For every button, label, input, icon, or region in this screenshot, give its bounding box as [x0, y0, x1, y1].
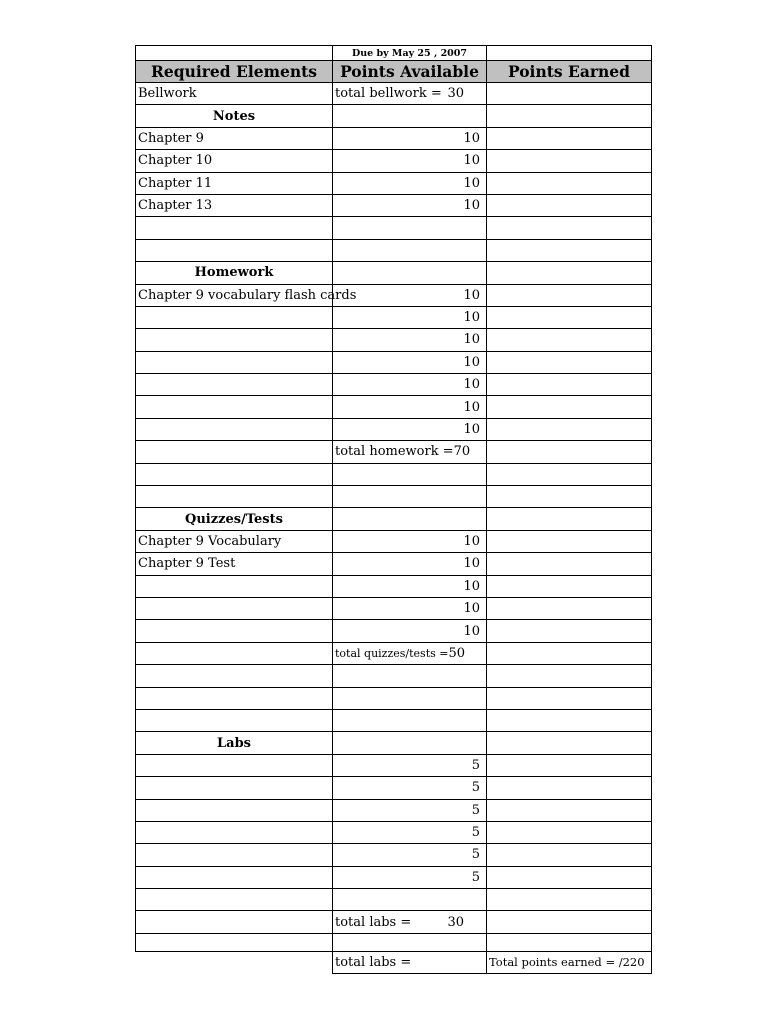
due-blank-cell-2: [487, 45, 652, 61]
blank-cell: [487, 889, 652, 911]
table-row: [135, 911, 652, 933]
item-label: [135, 598, 333, 620]
blank-cell: [135, 643, 333, 665]
blank-cell: [135, 911, 333, 933]
table-row: [135, 285, 652, 307]
header-points-available: Points Available: [333, 61, 487, 83]
table-row: [135, 419, 652, 441]
table-row: [135, 531, 652, 553]
table-row: [135, 934, 652, 952]
table-row: [135, 867, 652, 889]
bellwork-total: [333, 83, 487, 105]
points-earned-cell[interactable]: [487, 195, 652, 217]
points-cell: 10: [333, 307, 487, 329]
blank-cell: [135, 710, 333, 732]
points-cell: 10: [333, 128, 487, 150]
points-earned-cell[interactable]: [487, 867, 652, 889]
blank-cell: [135, 240, 333, 262]
total-value: 70: [453, 444, 471, 460]
item-label: [135, 620, 333, 642]
blank-cell: [333, 217, 487, 239]
table-row: [135, 150, 652, 172]
points-cell: [333, 732, 487, 754]
table-row: [135, 688, 652, 710]
labs-total: [333, 911, 487, 933]
points-cell: 10: [333, 195, 487, 217]
header-required-elements: Required Elements: [135, 61, 333, 83]
item-label: [135, 329, 333, 351]
item-label: Chapter 10: [135, 150, 333, 172]
table-row: [135, 307, 652, 329]
blank-cell: [135, 934, 333, 952]
blank-cell: [135, 441, 333, 463]
due-date: Due by May 25 , 2007: [333, 45, 487, 61]
section-heading-quizzes: Quizzes/Tests: [135, 508, 333, 530]
due-blank-cell: [135, 45, 333, 61]
table-row: [135, 173, 652, 195]
bellwork-label: Bellwork: [135, 83, 333, 105]
section-heading-homework: Homework: [135, 262, 333, 284]
section-heading-labs: Labs: [135, 732, 333, 754]
due-row: [135, 45, 652, 61]
blank-cell: [135, 486, 333, 508]
table-row: [135, 262, 652, 284]
table-row: [135, 665, 652, 687]
blank-cell: [135, 665, 333, 687]
points-earned-cell[interactable]: [487, 83, 652, 105]
points-cell: 10: [333, 285, 487, 307]
total-value: 30: [447, 86, 464, 102]
item-label: Chapter 11: [135, 173, 333, 195]
points-earned-cell[interactable]: [487, 396, 652, 418]
section-heading-notes: Notes: [135, 105, 333, 127]
table-row: [135, 755, 652, 777]
points-cell: 10: [333, 352, 487, 374]
points-earned-cell[interactable]: [487, 352, 652, 374]
points-earned-cell[interactable]: [487, 800, 652, 822]
quizzes-total: [333, 643, 487, 665]
points-earned-cell[interactable]: [487, 531, 652, 553]
table-row: [135, 217, 652, 239]
points-earned-cell[interactable]: [487, 105, 652, 127]
item-label: [135, 755, 333, 777]
points-cell: 5: [333, 844, 487, 866]
points-earned-cell[interactable]: [487, 553, 652, 575]
table-row: [135, 889, 652, 911]
table-row: [135, 620, 652, 642]
points-cell: [333, 262, 487, 284]
blank-cell: [487, 665, 652, 687]
table-row: [135, 486, 652, 508]
points-earned-cell[interactable]: [487, 844, 652, 866]
points-cell: 10: [333, 329, 487, 351]
table-row: [135, 128, 652, 150]
total-label: total labs =: [335, 914, 412, 930]
item-label: [135, 374, 333, 396]
points-cell: 5: [333, 777, 487, 799]
table-row: [135, 240, 652, 262]
points-cell: 10: [333, 150, 487, 172]
blank-cell: [333, 688, 487, 710]
points-earned-cell[interactable]: [487, 329, 652, 351]
item-label: [135, 307, 333, 329]
points-earned-cell[interactable]: [487, 620, 652, 642]
blank-cell: [333, 665, 487, 687]
blank-cell: [487, 217, 652, 239]
blank-cell: [333, 464, 487, 486]
table-row: [135, 844, 652, 866]
item-label: [135, 867, 333, 889]
points-cell: 10: [333, 173, 487, 195]
table-row: [135, 83, 652, 105]
points-earned-cell[interactable]: [487, 508, 652, 530]
points-earned-cell[interactable]: [487, 441, 652, 463]
item-label: Chapter 9 vocabulary flash cards: [135, 285, 333, 307]
table-row: [135, 710, 652, 732]
final-available-label: total labs =: [333, 952, 487, 974]
points-cell: [333, 105, 487, 127]
points-earned-cell[interactable]: [487, 911, 652, 933]
points-earned-cell[interactable]: [487, 285, 652, 307]
blank-cell: [135, 464, 333, 486]
total-label: total bellwork =: [335, 86, 442, 102]
homework-total: [333, 441, 487, 463]
table-row: [135, 374, 652, 396]
total-points-earned: Total points earned = /220: [487, 952, 652, 974]
summary-row: [135, 952, 652, 974]
points-cell: 5: [333, 867, 487, 889]
table-row: [135, 732, 652, 754]
table-row: [135, 777, 652, 799]
points-earned-cell[interactable]: [487, 419, 652, 441]
points-cell: 10: [333, 576, 487, 598]
points-cell: 10: [333, 531, 487, 553]
points-cell: [333, 508, 487, 530]
table-row: [135, 396, 652, 418]
blank-cell: [333, 486, 487, 508]
item-label: [135, 352, 333, 374]
blank-cell: [487, 486, 652, 508]
item-label: [135, 844, 333, 866]
table-row: [135, 598, 652, 620]
points-earned-cell[interactable]: [487, 307, 652, 329]
points-earned-cell[interactable]: [487, 777, 652, 799]
blank-cell: [333, 934, 487, 952]
points-earned-cell[interactable]: [487, 576, 652, 598]
points-cell: 10: [333, 598, 487, 620]
item-label: Chapter 13: [135, 195, 333, 217]
points-cell: 10: [333, 620, 487, 642]
table-row: [135, 553, 652, 575]
points-earned-cell[interactable]: [487, 374, 652, 396]
table-row: [135, 441, 652, 463]
blank-cell: [333, 710, 487, 732]
table-row: [135, 800, 652, 822]
points-earned-cell[interactable]: [487, 128, 652, 150]
grade-sheet: [135, 45, 652, 974]
blank-cell: [135, 217, 333, 239]
blank-cell: [333, 240, 487, 262]
total-label: total homework =: [335, 444, 454, 460]
item-label: [135, 822, 333, 844]
summary-blank: [135, 952, 333, 974]
header-row: [135, 61, 652, 83]
table-row: [135, 822, 652, 844]
points-earned-cell[interactable]: [487, 262, 652, 284]
blank-cell: [487, 710, 652, 732]
table-row: [135, 195, 652, 217]
item-label: [135, 396, 333, 418]
blank-cell: [487, 240, 652, 262]
points-earned-cell[interactable]: [487, 173, 652, 195]
points-cell: 10: [333, 419, 487, 441]
points-cell: 5: [333, 800, 487, 822]
item-label: Chapter 9 Test: [135, 553, 333, 575]
points-earned-cell[interactable]: [487, 598, 652, 620]
blank-cell: [135, 889, 333, 911]
table-row: [135, 352, 652, 374]
points-earned-cell[interactable]: [487, 732, 652, 754]
points-cell: 5: [333, 822, 487, 844]
total-label: total quizzes/tests =: [335, 646, 449, 660]
points-cell: 10: [333, 374, 487, 396]
table-row: [135, 576, 652, 598]
blank-cell: [487, 464, 652, 486]
table-row: [135, 329, 652, 351]
item-label: Chapter 9: [135, 128, 333, 150]
item-label: [135, 800, 333, 822]
blank-cell: [487, 934, 652, 952]
points-earned-cell[interactable]: [487, 822, 652, 844]
table-row: [135, 464, 652, 486]
blank-cell: [333, 889, 487, 911]
item-label: Chapter 9 Vocabulary: [135, 531, 333, 553]
table-row: [135, 105, 652, 127]
blank-cell: [487, 688, 652, 710]
points-earned-cell[interactable]: [487, 150, 652, 172]
points-earned-cell[interactable]: [487, 755, 652, 777]
table-row: [135, 643, 652, 665]
item-label: [135, 777, 333, 799]
table-row: [135, 508, 652, 530]
total-value: 50: [448, 645, 466, 661]
blank-cell: [135, 688, 333, 710]
points-earned-cell[interactable]: [487, 643, 652, 665]
total-value: 30: [447, 914, 464, 930]
points-cell: 10: [333, 553, 487, 575]
item-label: [135, 419, 333, 441]
points-cell: 10: [333, 396, 487, 418]
header-points-earned: Points Earned: [487, 61, 652, 83]
item-label: [135, 576, 333, 598]
points-cell: 5: [333, 755, 487, 777]
